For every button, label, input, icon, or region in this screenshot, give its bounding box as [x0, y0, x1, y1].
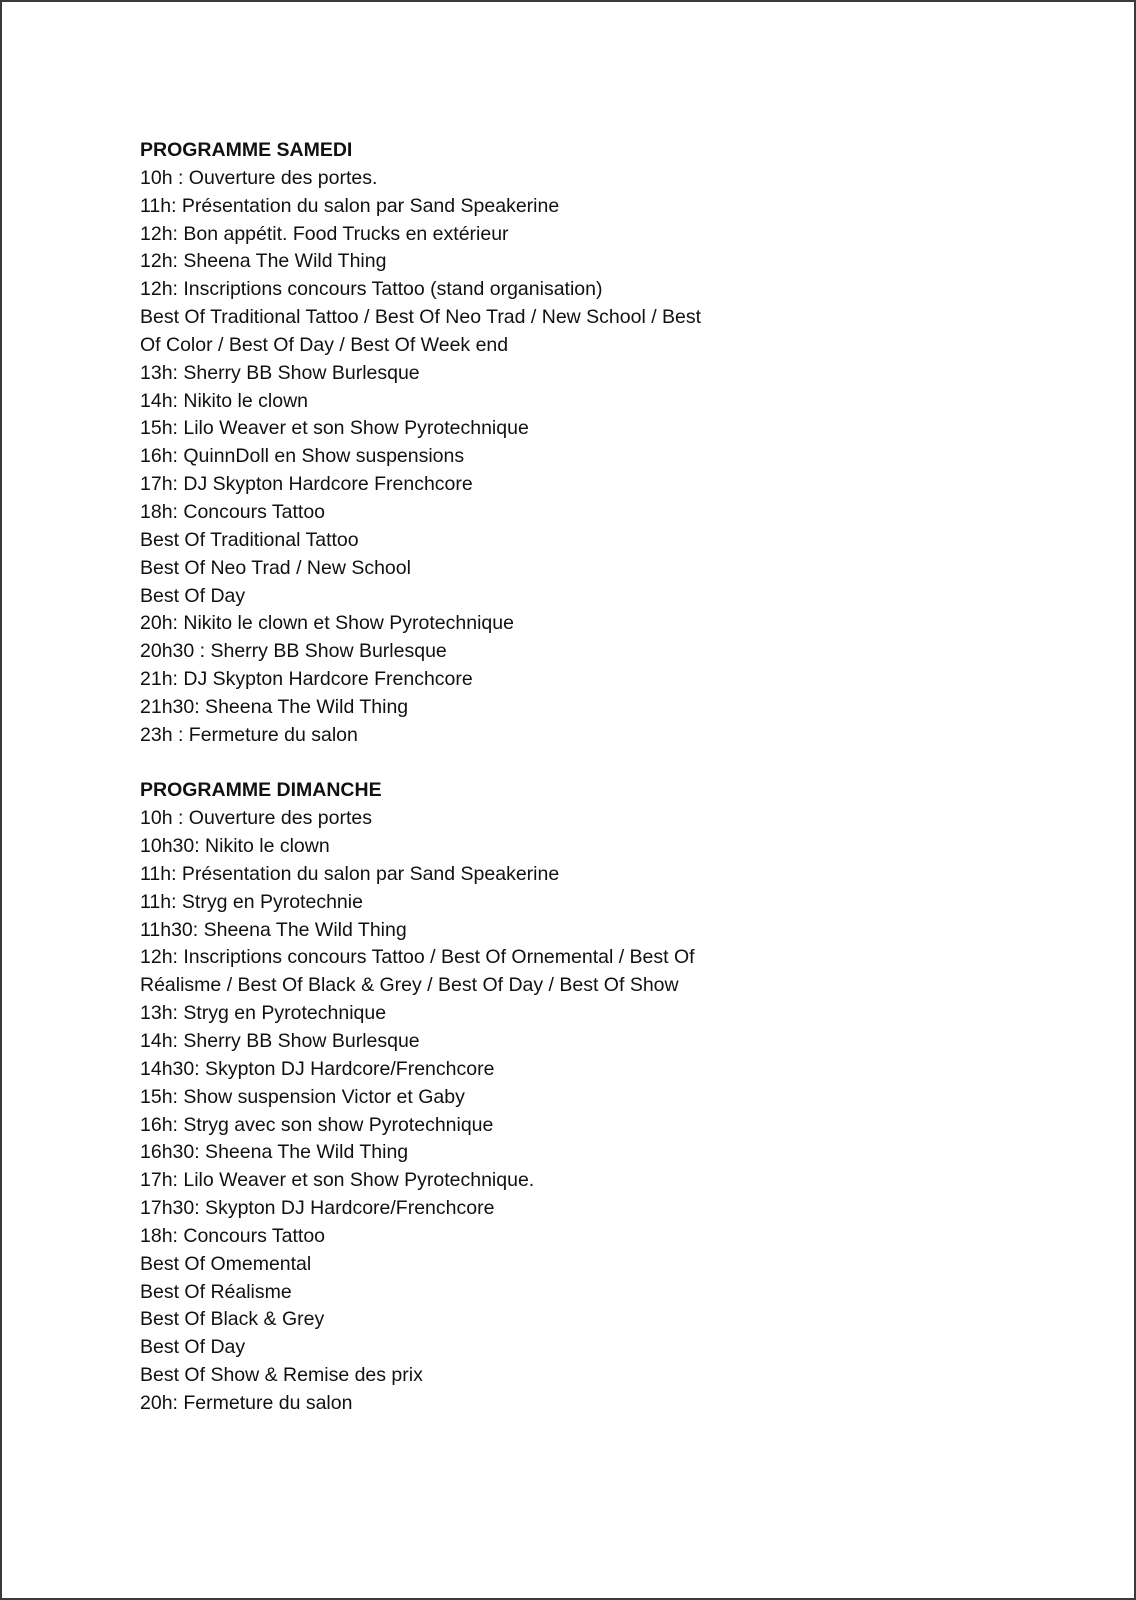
schedule-line: Best Of Neo Trad / New School [140, 556, 411, 579]
schedule-line: Réalisme / Best Of Black & Grey / Best Of Day / Best Of Show [140, 974, 679, 997]
schedule-line: 13h: Stryg en Pyrotechnique [140, 1002, 387, 1025]
schedule-line: 12h: Bon appétit. Food Trucks en extérieur [140, 222, 509, 245]
schedule-line: Best Of Traditional Tattoo / Best Of Neo Trad / New School / Best [140, 306, 702, 329]
schedule-line: 12h: Sheena The Wild Thing [140, 250, 387, 273]
schedule-line: 14h30: Skypton DJ Hardcore/Frenchcore [140, 1057, 495, 1080]
schedule-line: 16h30: Sheena The Wild Thing [140, 1141, 409, 1164]
schedule-line: 21h: DJ Skypton Hardcore Frenchcore [140, 668, 473, 691]
schedule-line: 15h: Show suspension Victor et Gaby [140, 1085, 465, 1108]
schedule-line: 10h30: Nikito le clown [140, 835, 330, 858]
schedule-line: 16h: QuinnDoll en Show suspensions [140, 445, 465, 468]
sunday-title: PROGRAMME DIMANCHE [140, 779, 382, 802]
schedule-line: 17h30: Skypton DJ Hardcore/Frenchcore [140, 1197, 495, 1220]
schedule-line: Best Of Réalisme [140, 1280, 292, 1303]
schedule-line: Best Of Day [140, 1336, 246, 1359]
schedule-line: 10h : Ouverture des portes. [140, 166, 378, 189]
schedule-line: 16h: Stryg avec son show Pyrotechnique [140, 1113, 494, 1136]
schedule-line: 15h: Lilo Weaver et son Show Pyrotechnique [140, 417, 529, 440]
schedule-line: Best Of Black & Grey [140, 1308, 325, 1331]
saturday-program [140, 137, 900, 750]
schedule-line: 20h30 : Sherry BB Show Burlesque [140, 640, 447, 663]
schedule-line: 14h: Sherry BB Show Burlesque [140, 1030, 420, 1052]
schedule-line: 11h: Présentation du salon par Sand Speakerine [140, 862, 560, 885]
schedule-line: 20h: Fermeture du salon [140, 1391, 353, 1414]
schedule-line: 12h: Inscriptions concours Tattoo (stand organisation) [140, 278, 603, 301]
schedule-line: 17h: DJ Skypton Hardcore Frenchcore [140, 473, 473, 496]
schedule-line: Of Color / Best Of Day / Best Of Week end [140, 333, 509, 356]
schedule-line: 17h: Lilo Weaver et son Show Pyrotechnique. [140, 1169, 535, 1192]
schedule-line: 20h: Nikito le clown et Show Pyrotechnique [140, 612, 514, 635]
schedule-line: 11h: Stryg en Pyrotechnie [140, 890, 363, 913]
schedule-line: 18h: Concours Tattoo [140, 500, 326, 523]
sunday-program [140, 777, 900, 1417]
sunday-schedule [140, 805, 900, 1418]
schedule-line: 10h : Ouverture des portes [140, 807, 372, 830]
schedule-line: Best Of Omemental [140, 1252, 312, 1275]
schedule-line: Best Of Traditional Tattoo [140, 528, 359, 551]
schedule-line: 11h30: Sheena The Wild Thing [140, 918, 407, 941]
schedule-line: 12h: Inscriptions concours Tattoo / Best Of Ornemental / Best Of [140, 946, 695, 969]
schedule-line: 11h: Présentation du salon par Sand Speakerine [140, 194, 560, 217]
saturday-title: PROGRAMME SAMEDI [140, 139, 353, 161]
schedule-line: 23h : Fermeture du salon [140, 723, 358, 746]
schedule-line: 21h30: Sheena The Wild Thing [140, 695, 409, 718]
schedule-line: 18h: Concours Tattoo [140, 1224, 326, 1247]
saturday-schedule [140, 165, 900, 750]
schedule-line: Best Of Show & Remise des prix [140, 1364, 423, 1387]
schedule-line: 13h: Sherry BB Show Burlesque [140, 361, 420, 384]
schedule-line: Best Of Day [140, 584, 246, 607]
document-content [140, 137, 900, 1418]
schedule-line: 14h: Nikito le clown [140, 389, 308, 412]
